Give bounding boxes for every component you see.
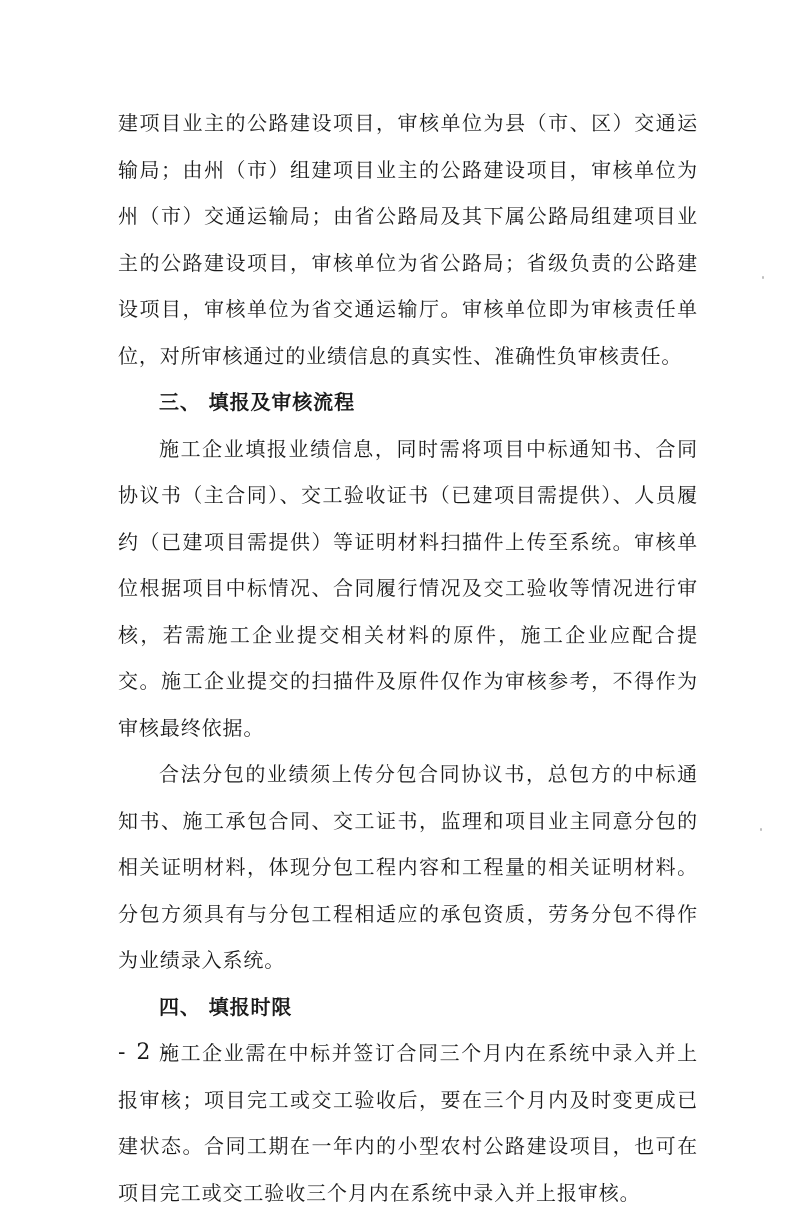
paragraph-filing-process: 施工企业填报业绩信息，同时需将项目中标通知书、合同协议书（主合同）、交工验收证书（已建项目需提供）、人员履约（已建项目需提供）等证明材料扫描件上传至系统。审核单位根据项目中标情况、合同履行情况及交工验收等情况进行审核，若需施工企业提交相关材料的原件，施工企业应配合提交。施工企业提交的扫描件及原件仅作为审核参考，不得作为审核最终依据。 — [118, 436, 698, 740]
document-body — [118, 100, 698, 1216]
section-heading-4: 四、 填报时限 — [159, 994, 293, 1019]
paragraph-deadline: 施工企业需在中标并签订合同三个月内在系统中录入并上报审核；项目完工或交工验收后，要在三个月内及时变更成已建状态。合同工期在一年内的小型农村公路建设项目，也可在项目完工或交工验收三个月内在系统中录入并上报审核。 — [118, 1041, 698, 1205]
paragraph-review-units: 建项目业主的公路建设项目，审核单位为县（市、区）交通运输局；由州（市）组建项目业主的公路建设项目，审核单位为州（市）交通运输局；由省公路局及其下属公路局组建项目业主的公路建设项目，审核单位为省公路局；省级负责的公路建设项目，审核单位为省交通运输厅。审核单位即为审核责任单位，对所审核通过的业绩信息的真实性、准确性负审核责任。 — [118, 111, 698, 368]
section-heading-3: 三、 填报及审核流程 — [159, 390, 355, 414]
paragraph-subcontract: 合法分包的业绩须上传分包合同协议书，总包方的中标通知书、施工承包合同、交工证书，监理和项目业主同意分包的相关证明材料，体现分包工程内容和工程量的相关证明材料。分包方须具有与分包工程相适应的承包资质，劳务分包不得作为业绩录入系统。 — [118, 762, 698, 972]
scan-speck — [762, 276, 764, 279]
scan-speck — [760, 828, 762, 831]
page-number: - 2 - — [118, 1040, 171, 1065]
